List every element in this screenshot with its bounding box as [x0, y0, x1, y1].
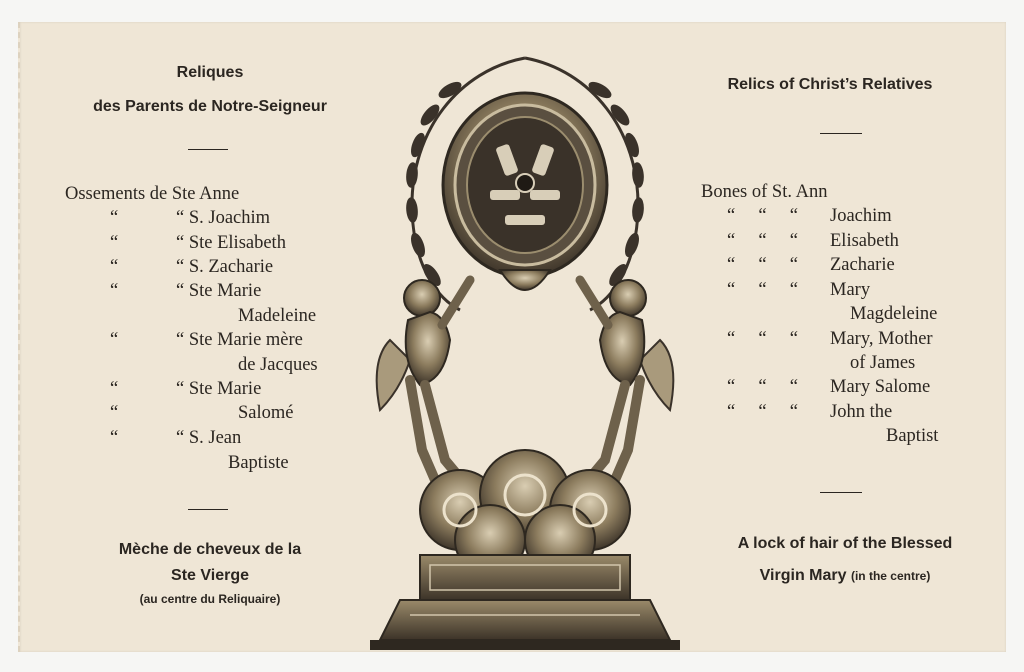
right-list-item: John the	[830, 402, 893, 422]
left-title	[40, 60, 380, 120]
right-list-item: Baptist	[886, 426, 939, 446]
right-ditto: “ “ “	[727, 402, 798, 422]
left-ditto: “	[110, 281, 119, 301]
left-top-divider	[188, 149, 228, 150]
right-footer-line2: Virgin Mary (in the centre)	[759, 567, 931, 584]
right-footer	[700, 531, 990, 589]
left-list-item: Ossements de Ste Anne	[65, 184, 240, 204]
right-list-item: Mary Salome	[830, 377, 931, 397]
left-list-item: Baptiste	[228, 453, 289, 473]
left-ditto: “	[110, 257, 119, 277]
right-ditto: “ “ “	[727, 377, 798, 397]
left-list-item: de Jacques	[238, 355, 318, 375]
left-list-item: “ Ste Marie	[176, 281, 262, 301]
right-footer-line1: A lock of hair of the Blessed	[737, 535, 953, 552]
left-list-item: “ Ste Marie	[176, 379, 262, 399]
right-list-item: Mary	[830, 280, 871, 300]
right-list-item: Magdeleine	[850, 304, 938, 324]
reliquary-illustration	[350, 40, 700, 652]
left-ditto: “	[110, 428, 119, 448]
right-ditto: “ “ “	[727, 231, 798, 251]
left-list-item: “ S. Jean	[176, 428, 242, 448]
right-list-item: of James	[850, 353, 916, 373]
right-list-item: Zacharie	[830, 255, 895, 275]
left-footer-line1: Mèche de cheveux de la	[118, 541, 302, 558]
left-list-item: “ Ste Elisabeth	[176, 233, 286, 253]
right-ditto: “ “ “	[727, 329, 798, 349]
left-list-item: Madeleine	[238, 306, 317, 326]
right-top-divider	[820, 133, 862, 134]
left-list-item: Salomé	[238, 403, 294, 423]
right-ditto: “ “ “	[727, 255, 798, 275]
cherub-left	[377, 280, 470, 490]
right-list-item: Elisabeth	[830, 231, 899, 251]
postcard	[18, 22, 1006, 652]
left-ditto: “	[110, 379, 119, 399]
left-list-item: “ S. Zacharie	[176, 257, 274, 277]
left-footer-line2: Ste Vierge	[171, 567, 249, 584]
left-title-line1: Reliques	[176, 64, 244, 81]
left-ditto: “	[110, 233, 119, 253]
left-footer	[50, 537, 370, 609]
right-ditto: “ “ “	[727, 206, 798, 226]
right-bottom-divider	[820, 492, 862, 493]
right-title: Relics of Christ’s Relatives	[727, 76, 933, 93]
oval-frame	[443, 93, 607, 290]
cherub-right	[580, 280, 673, 490]
right-list-item: Joachim	[830, 206, 892, 226]
left-ditto: “	[110, 208, 119, 228]
right-footer-note: (in the centre)	[850, 569, 931, 583]
left-ditto: “	[110, 403, 119, 423]
left-ditto: “	[110, 330, 119, 350]
left-title-line2: des Parents de Notre-Seigneur	[93, 98, 327, 115]
left-list-item: “ S. Joachim	[176, 208, 271, 228]
left-bottom-divider	[188, 509, 228, 510]
right-ditto: “ “ “	[727, 280, 798, 300]
left-list-item: “ Ste Marie mère	[176, 330, 303, 350]
reliquary-base	[370, 555, 680, 650]
right-list-item: Mary, Mother	[830, 329, 933, 349]
left-footer-note: (au centre du Reliquaire)	[139, 592, 281, 606]
right-list-item: Bones of St. Ann	[701, 182, 828, 202]
